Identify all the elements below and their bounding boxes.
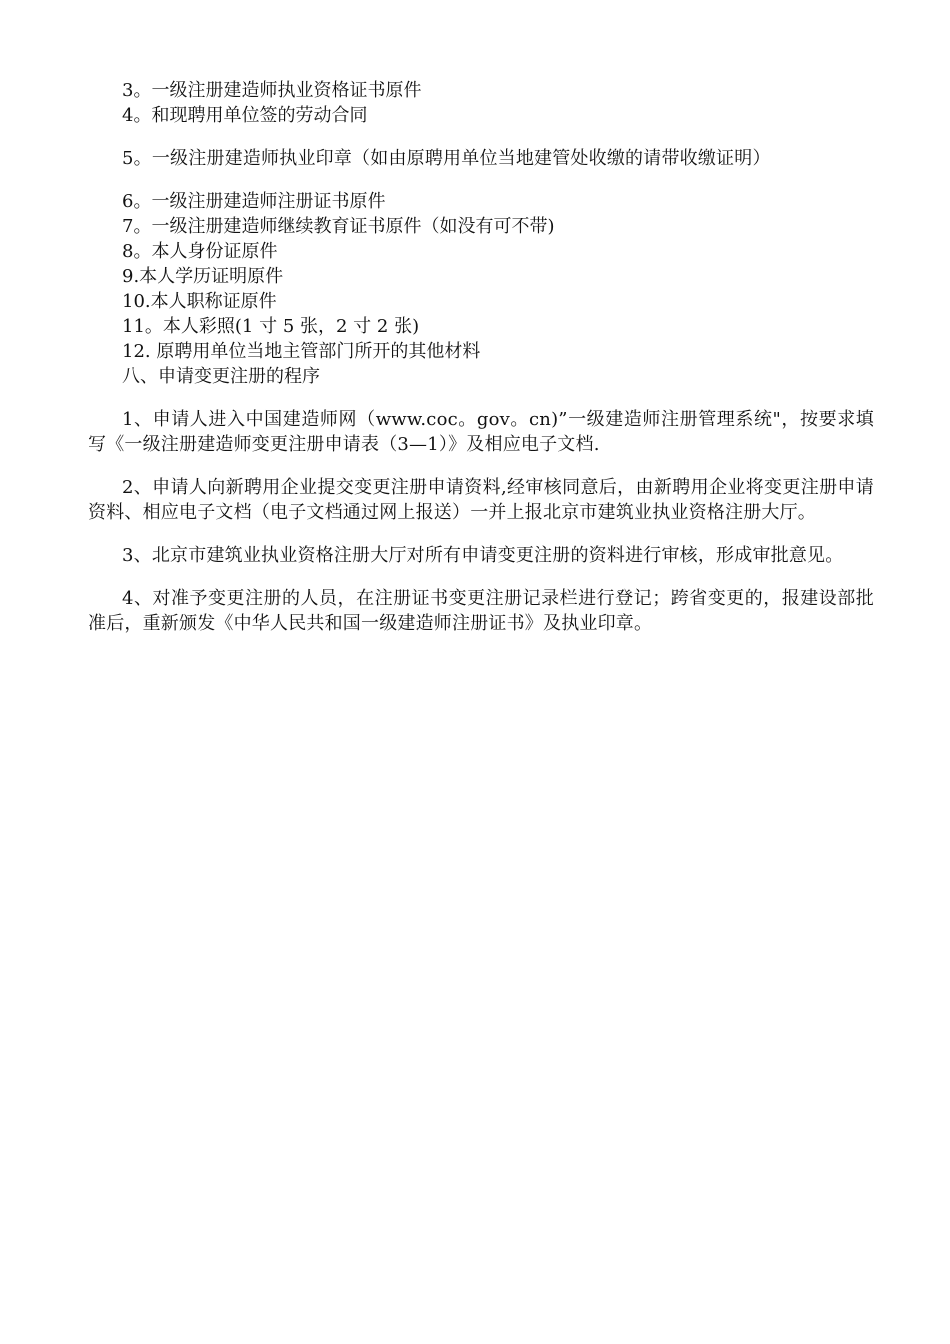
procedure-step: 3、北京市建筑业执业资格注册大厅对所有申请变更注册的资料进行审核，形成审批意见。 — [122, 545, 844, 566]
procedure-step: 1、申请人进入中国建造师网（www.coc。gov。cn)”一级建造师注册管理系统"，按要求填写《一级注册建造师变更注册申请表（3—1）》及相应电子文档. — [88, 409, 874, 455]
list-item: 7。一级注册建造师继续教育证书原件（如没有可不带) — [122, 216, 555, 237]
list-item: 9.本人学历证明原件 — [122, 266, 284, 287]
section-heading: 八、申请变更注册的程序 — [122, 366, 320, 387]
procedure-step: 4、对准予变更注册的人员，在注册证书变更注册记录栏进行登记；跨省变更的，报建设部批准后，重新颁发《中华人民共和国一级建造师注册证书》及执业印章。 — [88, 588, 874, 634]
list-item: 8。本人身份证原件 — [122, 241, 278, 262]
list-item: 6。一级注册建造师注册证书原件 — [122, 191, 386, 212]
list-item: 11。本人彩照(1 寸 5 张，2 寸 2 张) — [122, 316, 420, 337]
procedure-step: 2、申请人向新聘用企业提交变更注册申请资料,经审核同意后，由新聘用企业将变更注册申请资料、相应电子文档（电子文档通过网上报送）一并上报北京市建筑业执业资格注册大厅。 — [88, 477, 874, 523]
list-item: 3。一级注册建造师执业资格证书原件 — [122, 80, 422, 101]
list-item: 10.本人职称证原件 — [122, 291, 277, 312]
document-page — [88, 78, 874, 654]
list-item: 12. 原聘用单位当地主管部门所开的其他材料 — [122, 341, 481, 362]
list-item: 4。和现聘用单位签的劳动合同 — [122, 105, 368, 126]
list-item: 5。一级注册建造师执业印章（如由原聘用单位当地建管处收缴的请带收缴证明） — [122, 148, 771, 169]
